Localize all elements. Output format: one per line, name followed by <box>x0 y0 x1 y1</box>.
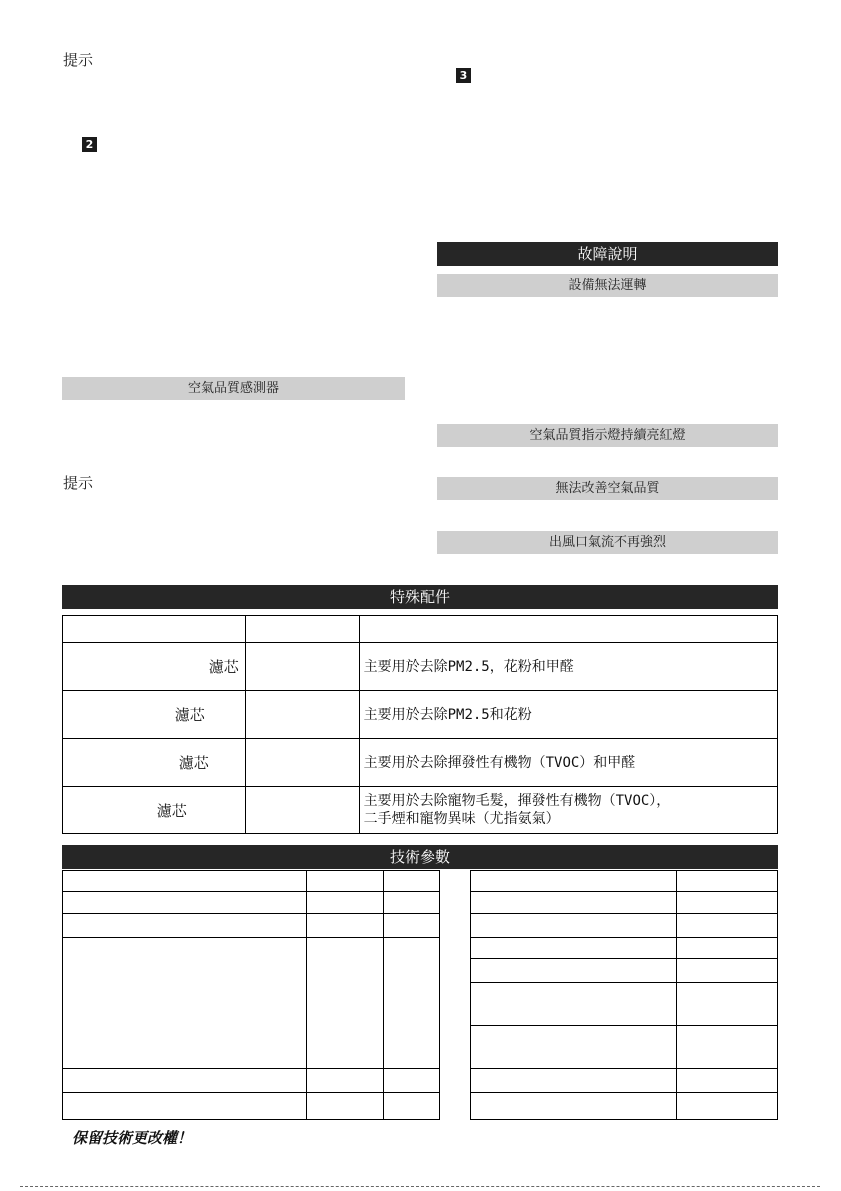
fault-device-not-running: 設備無法運轉 <box>437 274 778 297</box>
table-row <box>471 959 778 983</box>
accessory-name: 濾芯 <box>63 787 246 834</box>
accessory-name: 濾芯 <box>63 643 246 691</box>
hint-label-2: 提示 <box>63 474 94 492</box>
accessory-description: 主要用於去除PM2.5和花粉 <box>359 691 777 739</box>
accessory-name: 濾芯 <box>63 739 246 787</box>
accessory-description: 主要用於去除寵物毛髮，揮發性有機物（TVOC）， 二手煙和寵物異味（尤指氨氣） <box>359 787 777 834</box>
table-row <box>471 938 778 959</box>
table-row <box>471 1069 778 1093</box>
table-row <box>471 914 778 938</box>
hint-label: 提示 <box>63 51 94 69</box>
table-row <box>63 691 778 739</box>
technical-changes-note: 保留技術更改權！ <box>72 1129 193 1147</box>
specs-table-right <box>470 870 778 1120</box>
fault-weak-airflow: 出風口氣流不再強烈 <box>437 531 778 554</box>
accessories-title: 特殊配件 <box>62 585 778 609</box>
table-row <box>63 892 440 914</box>
table-row <box>471 1026 778 1069</box>
fault-indicator-red: 空氣品質指示燈持續亮紅燈 <box>437 424 778 447</box>
fault-air-quality: 無法改善空氣品質 <box>437 477 778 500</box>
table-row <box>63 938 440 1069</box>
accessories-header-row <box>63 616 778 643</box>
troubleshooting-title: 故障說明 <box>437 242 778 266</box>
table-row <box>63 1093 440 1120</box>
step-3-marker: 3 <box>456 68 471 83</box>
accessory-name: 濾芯 <box>63 691 246 739</box>
bottom-divider <box>20 1186 820 1187</box>
table-row <box>471 983 778 1026</box>
table-row <box>63 739 778 787</box>
accessories-table <box>62 615 778 834</box>
specs-table-left <box>62 870 440 1120</box>
accessory-description: 主要用於去除PM2.5，花粉和甲醛 <box>359 643 777 691</box>
table-row <box>471 1093 778 1120</box>
specs-title: 技術參數 <box>62 845 778 869</box>
table-row <box>63 914 440 938</box>
step-2-marker: 2 <box>82 137 97 152</box>
accessory-description: 主要用於去除揮發性有機物（TVOC）和甲醛 <box>359 739 777 787</box>
table-row <box>471 892 778 914</box>
table-row <box>63 1069 440 1093</box>
table-row <box>63 787 778 834</box>
sensor-section-bar: 空氣品質感測器 <box>62 377 405 400</box>
table-row <box>63 643 778 691</box>
table-row <box>63 871 440 892</box>
table-row <box>471 871 778 892</box>
